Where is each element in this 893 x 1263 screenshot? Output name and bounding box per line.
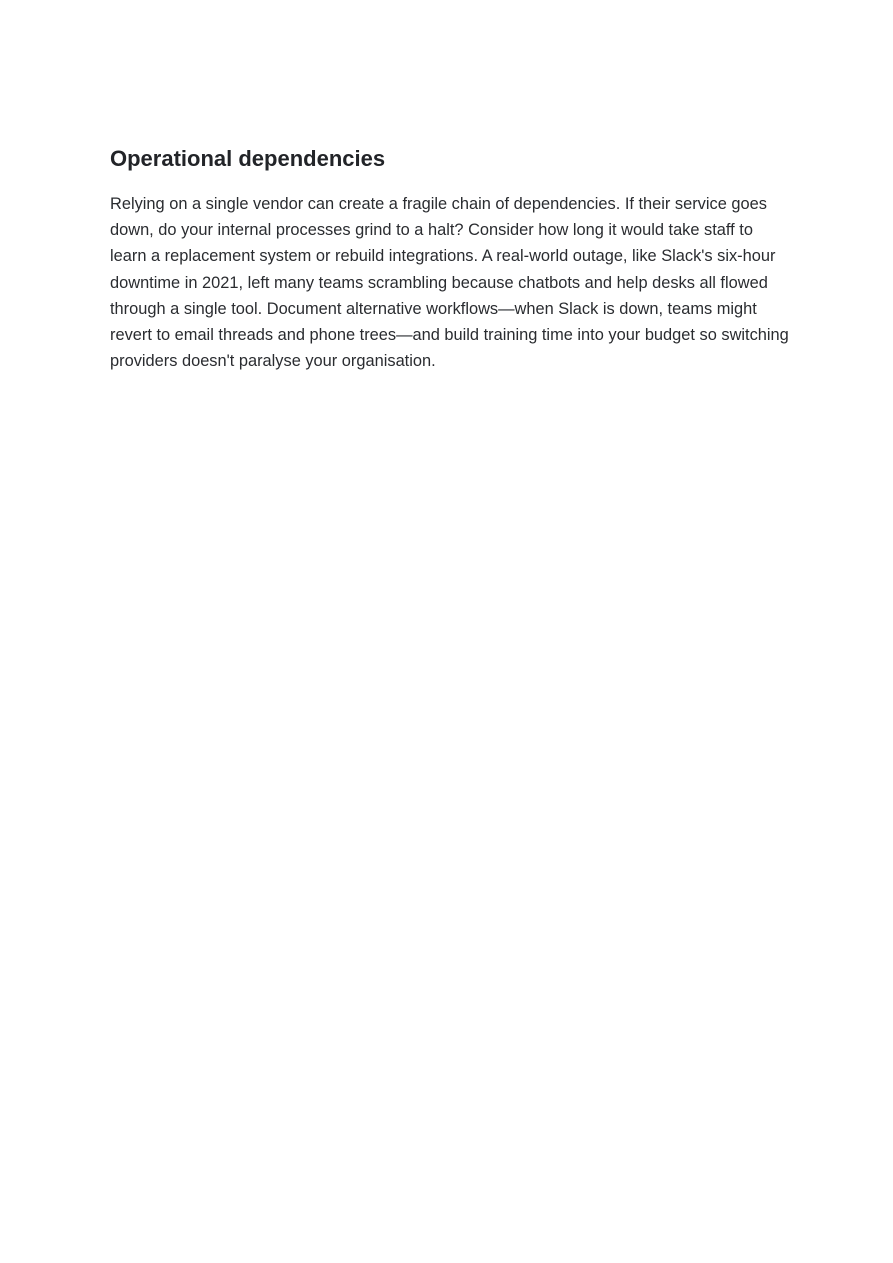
document-page	[110, 142, 790, 374]
section-heading: Operational dependencies	[110, 146, 386, 171]
section-paragraph: Relying on a single vendor can create a fragile chain of dependencies. If their service goes down, do your internal processes grind to a halt? Consider how long it would take staff to learn a replacement system or rebuild integrations. A real-world outage, like Slack's six-hour downtime in 2021, left many teams scrambling because chatbots and help desks all flowed through a single tool. Document alternative workflows—when Slack is down, teams might revert to email threads and phone trees—and build training time into your budget so switching providers doesn't paralyse your organisation.	[110, 195, 789, 371]
